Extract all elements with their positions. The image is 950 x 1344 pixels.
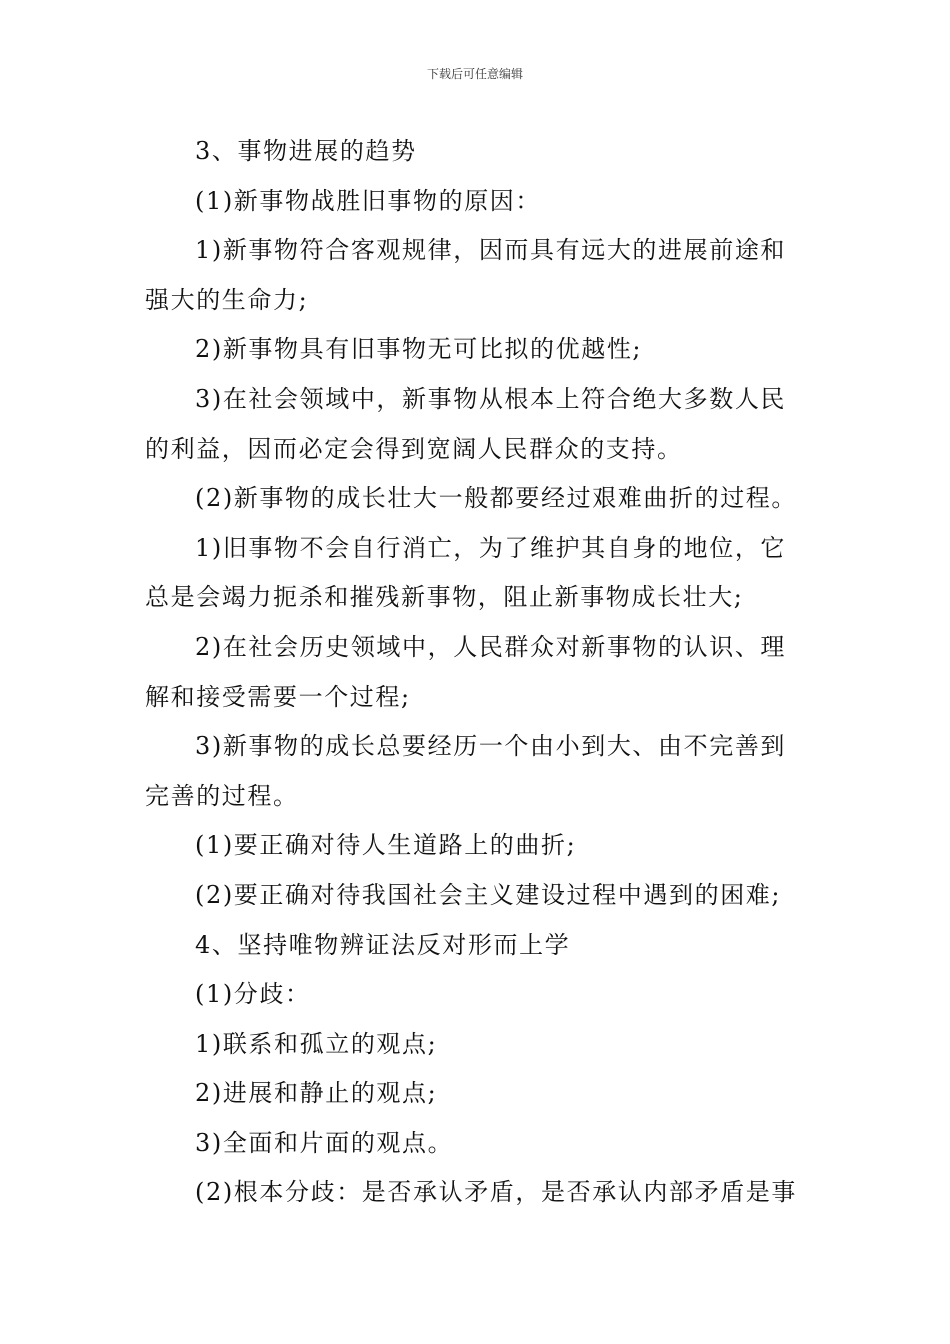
paragraph-line: 2)新事物具有旧事物无可比拟的优越性; (195, 335, 643, 364)
page-header: 下载后可任意编辑 (426, 67, 523, 81)
paragraph-line: (2)要正确对待我国社会主义建设过程中遇到的困难; (195, 880, 782, 909)
paragraph-line: 1)旧事物不会自行消亡，为了维护其自身的地位，它 (195, 533, 787, 562)
paragraph-line: 3)在社会领域中，新事物从根本上符合绝大多数人民 (195, 384, 787, 413)
paragraph-line: (2)新事物的成长壮大一般都要经过艰难曲折的过程。 (195, 484, 797, 513)
paragraph-line: 1)新事物符合客观规律，因而具有远大的进展前途和 (195, 236, 787, 265)
section-heading: 3、事物进展的趋势 (195, 137, 417, 165)
paragraph-line: (2)根本分歧：是否承认矛盾，是否承认内部矛盾是事 (195, 1178, 797, 1207)
paragraph-line: (1)分歧： (195, 980, 311, 1009)
paragraph-line: 1)联系和孤立的观点; (195, 1029, 438, 1058)
paragraph-line: 完善的过程。 (145, 781, 299, 810)
paragraph-line: 总是会竭力扼杀和摧残新事物，阻止新事物成长壮大; (145, 583, 744, 612)
paragraph-line: 解和接受需要一个过程; (145, 682, 411, 711)
paragraph-line: 2)在社会历史领域中，人民群众对新事物的认识、理 (195, 632, 787, 661)
paragraph-line: 的利益，因而必定会得到宽阔人民群众的支持。 (145, 434, 683, 463)
paragraph-line: 3)新事物的成长总要经历一个由小到大、由不完善到 (195, 732, 787, 761)
document-body (145, 127, 810, 1218)
paragraph-line: (1)要正确对待人生道路上的曲折; (195, 831, 577, 860)
paragraph-line: (1)新事物战胜旧事物的原因： (195, 186, 541, 215)
section-heading: 4、坚持唯物辨证法反对形而上学 (195, 930, 571, 959)
paragraph-line: 强大的生命力; (145, 285, 309, 314)
paragraph-line: 3)全面和片面的观点。 (195, 1128, 454, 1157)
paragraph-line: 2)进展和静止的观点; (195, 1079, 438, 1108)
